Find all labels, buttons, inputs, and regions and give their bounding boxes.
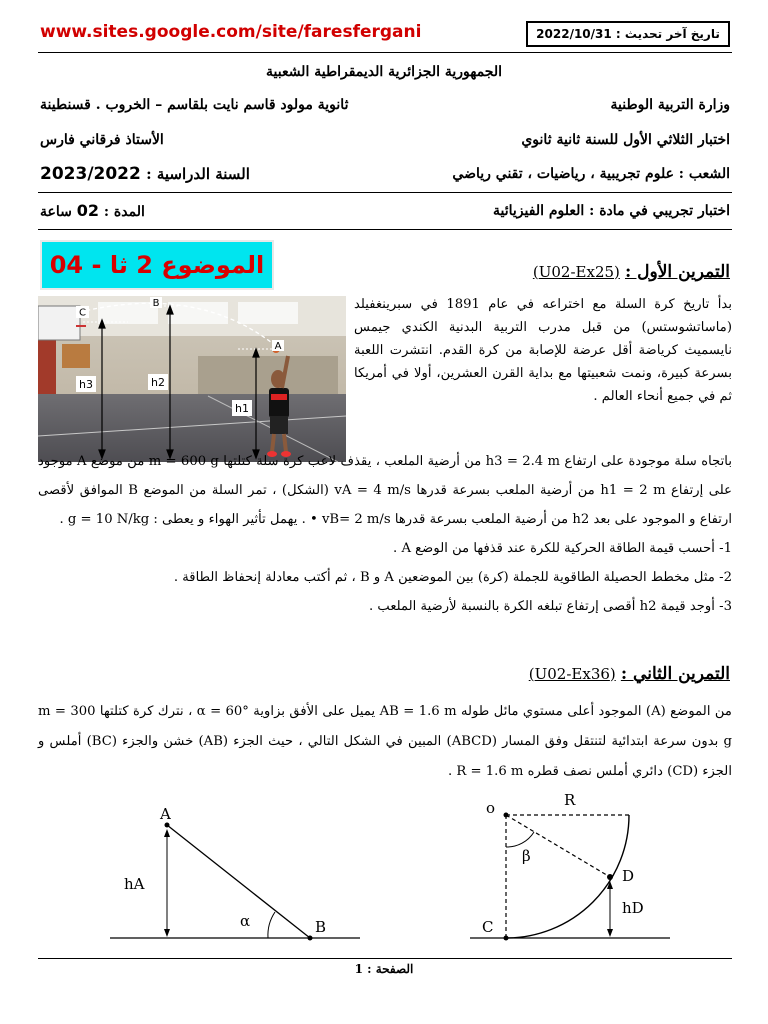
school-year-label: السنة الدراسية :	[146, 165, 250, 183]
site-url-link[interactable]: www.sites.google.com/site/faresfergani	[40, 22, 422, 42]
exam-title: اختبار الثلاثي الأول للسنة ثانية ثانوي	[521, 132, 730, 148]
exercise1-code: (U02-Ex25)	[532, 263, 620, 281]
exercise1-heading	[533, 262, 730, 282]
info-divider	[38, 192, 732, 193]
duration-value: 02	[76, 201, 99, 220]
arc-label-r: R	[564, 791, 576, 809]
arc-label-hd: hD	[622, 899, 644, 917]
topic-badge: الموضوع 2 ثا - 04	[40, 240, 274, 290]
incline-label-a: A	[160, 805, 171, 823]
exercise2-body: من الموضع (A) الموجود أعلى مستوي مائل طوله AB = 1.6 m يميل على الأفق بزاوية α = 60° ، نترك كرة كتلتها m = 300 g بدون سرعة ابتدائية لتنتقل وفق المسار (ABCD) المبين في الشكل التالي ، حيث الجزء (AB) خشن والجزء (BC) أملس و الجزء (CD) دائري أملس نصف قطره R = 1.6 m .	[38, 704, 732, 779]
school-name: ثانوية مولود قاسم نايت بلقاسم – الخروب . قسنطينة	[40, 97, 349, 113]
ministry-label: وزارة التربية الوطنية	[610, 97, 730, 113]
exercise1-question-1: 1- أحسب قيمة الطاقة الحركية للكرة عند قذفها من الوضع A .	[393, 541, 732, 556]
last-update-box: تاريخ آخر تحديث : 2022/10/31	[526, 21, 730, 47]
incline-label-ha: hA	[124, 875, 145, 893]
exercise1-question-2: 2- مثل مخطط الحصيلة الطاقوية للجملة (كرة) بين الموضعين A و B ، ثم أكتب معادلة إنحفاظ الطاقة .	[173, 570, 732, 585]
exercise1-statement: باتجاه سلة موجودة على ارتفاع h3 = 2.4 m من أرضية الملعب ، يقذف لاعب كرة سلة كتلتها m = 600 g من موضع A موجود على إرتفاع h1 = 2 m من أرضية الملعب بسرعة قدرها vA = 4 m/s (الشكل) ، تمر السلة من الموضع B الموافق لأقصى ارتفاع و الموجود على بعد h2 من أرضية الملعب بسرعة قدرها vB= 2 m/s • . يهمل تأثير الهواء و يعطى : g = 10 N/kg .	[38, 454, 732, 527]
arc-label-o: o	[486, 799, 496, 817]
streams-label: الشعب : علوم تجريبية ، رياضيات ، تقني رياضي	[452, 166, 730, 182]
footer-divider	[38, 958, 732, 959]
school-year-value: 2023/2022	[40, 164, 141, 184]
arc-figure	[470, 785, 670, 945]
exercise1-body	[38, 447, 732, 621]
school-year	[40, 164, 250, 184]
incline-label-alpha: α	[240, 912, 251, 930]
photo-label-a: A	[274, 341, 282, 352]
incline-figure	[110, 795, 360, 945]
duration	[40, 201, 145, 220]
page-number: الصفحة : 1	[354, 962, 414, 976]
exercise1-title: التمرين الأول :	[624, 262, 730, 282]
republic-title: الجمهورية الجزائرية الديمقراطية الشعبية	[265, 64, 502, 80]
photo-label-h3: h3	[79, 378, 93, 391]
incline-label-b: B	[315, 918, 327, 936]
exercise2-title: التمرين الثاني :	[620, 664, 730, 684]
arc-label-c: C	[482, 918, 494, 936]
photo-label-h1: h1	[235, 402, 249, 415]
exercise2-code: (U02-Ex36)	[528, 665, 616, 683]
photo-label-c: C	[79, 307, 86, 319]
header-divider	[38, 52, 732, 53]
exercise1-intro: بدأ تاريخ كرة السلة مع اختراعه في عام 1891 في سبرينغفيلد (ماساتشوستس) من قبل مدرب التربية البدنية الكندي جيمس نايسميث كرياضة أقل عرضة للإصابة من كرة القدم. انتشرت اللعبة بسرعة كبيرة، ونمت شعبيتها مع بداية القرن العشرين، أولا في أمريكا ثم في جميع أنحاء العالم .	[354, 297, 733, 404]
arc-label-beta: β	[522, 847, 531, 865]
duration-label: المدة :	[103, 204, 145, 220]
exercise1-question-3: 3- أوجد قيمة h2 أقصى إرتفاع تبلغه الكرة بالنسبة لأرضية الملعب .	[368, 599, 732, 614]
arc-label-d: D	[622, 867, 635, 885]
exercise2-heading	[529, 664, 730, 684]
subject-label: اختبار تجريبي في مادة : العلوم الفيزيائية	[493, 203, 730, 219]
photo-label-h2: h2	[151, 376, 165, 389]
duration-unit: ساعة	[40, 204, 72, 220]
subject-divider	[38, 229, 732, 230]
teacher-name: الأستاذ فرقاني فارس	[40, 132, 164, 148]
basketball-photo	[38, 296, 346, 462]
photo-label-b: B	[152, 298, 160, 309]
